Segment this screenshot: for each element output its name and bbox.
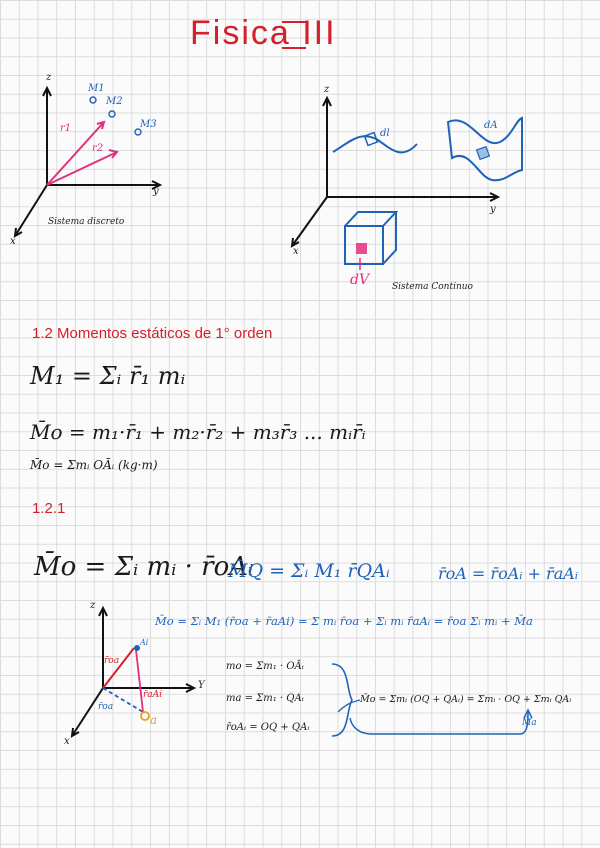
mass-1-label: M1 — [88, 83, 105, 94]
continuous-caption: Sistema Continuo — [392, 282, 473, 292]
roa-label: r̄oa — [98, 702, 114, 712]
mass-2 — [109, 111, 115, 117]
equation-ma-def: ma = Σm₁ · QAᵢ — [226, 693, 304, 704]
point-a — [141, 712, 149, 720]
point-ai-label: Ai — [140, 638, 149, 647]
equation-ma-label: M̄a — [522, 718, 537, 728]
raai-label: r̄aAi — [143, 690, 163, 700]
equation-mo-expanded: M̄o = Σᵢ M₁ (r̄oa + r̄aAi) = Σ mᵢ r̄oa + Σᵢ mᵢ r̄aAᵢ = r̄oa Σᵢ mᵢ + M̄a — [155, 614, 533, 628]
raai-vector — [136, 650, 143, 712]
r2-vector — [47, 152, 117, 185]
mass-2-label: M2 — [106, 96, 123, 107]
continuous-y-label: y — [490, 204, 496, 215]
discrete-x-label: x — [10, 236, 16, 247]
r1-label: r1 — [60, 123, 72, 134]
dl-label: dl — [380, 128, 390, 139]
equation-m1: M₁ = Σᵢ r̄₁ mᵢ — [30, 362, 186, 390]
equation-mo-def: mo = Σm₁ · OĀᵢ — [226, 661, 304, 672]
origin-z-label: z — [90, 600, 96, 611]
mass-1 — [90, 97, 96, 103]
continuous-z-label: z — [324, 84, 330, 95]
equation-mo-sum: M̄o = m₁·r̄₁ + m₂·r̄₂ + m₃r̄₃ ... mᵢr̄ᵢ — [30, 420, 366, 444]
discrete-y-label: y — [153, 186, 159, 197]
equation-mo-units: M̄o = Σmᵢ OĀᵢ (kg·m) — [30, 458, 158, 472]
roai-label: r̄oa — [104, 656, 120, 666]
origin-x-label: x — [64, 736, 70, 747]
origin-y-label: Y — [198, 680, 205, 691]
roai-vector — [103, 648, 134, 688]
dV-label: dV — [350, 272, 370, 288]
discrete-z-label: z — [46, 72, 52, 83]
page-title: Fisica III — [190, 14, 337, 52]
equation-mo-result: M̄o = Σmᵢ (OQ + QAᵢ) = Σmᵢ · OQ + Σmᵢ QAᵢ — [360, 694, 572, 705]
discrete-system-diagram — [15, 88, 160, 236]
r2-label: r2 — [92, 143, 104, 154]
point-a-label: a — [150, 713, 158, 727]
equation-roai-def: r̄oAᵢ = OQ + QAᵢ — [226, 722, 310, 733]
dA-label: dA — [484, 120, 498, 131]
equation-mo-oai: M̄o = Σᵢ mᵢ · r̄oAᵢ — [34, 552, 254, 582]
mass-3-label: M3 — [140, 119, 157, 130]
discrete-caption: Sistema discreto — [48, 217, 125, 227]
equation-mq: M̄Q = Σᵢ M₁ r̄QAᵢ — [228, 560, 390, 582]
continuous-x-label: x — [293, 246, 299, 257]
dV-cube — [345, 212, 396, 270]
equation-r-oa: r̄oA = r̄oAᵢ + r̄aAᵢ — [438, 564, 579, 583]
section-heading-1-2: 1.2 Momentos estáticos de 1° orden — [32, 325, 273, 342]
section-heading-1-2-1: 1.2.1 — [32, 500, 66, 517]
x-axis — [15, 185, 47, 236]
dl-curve — [333, 136, 417, 152]
